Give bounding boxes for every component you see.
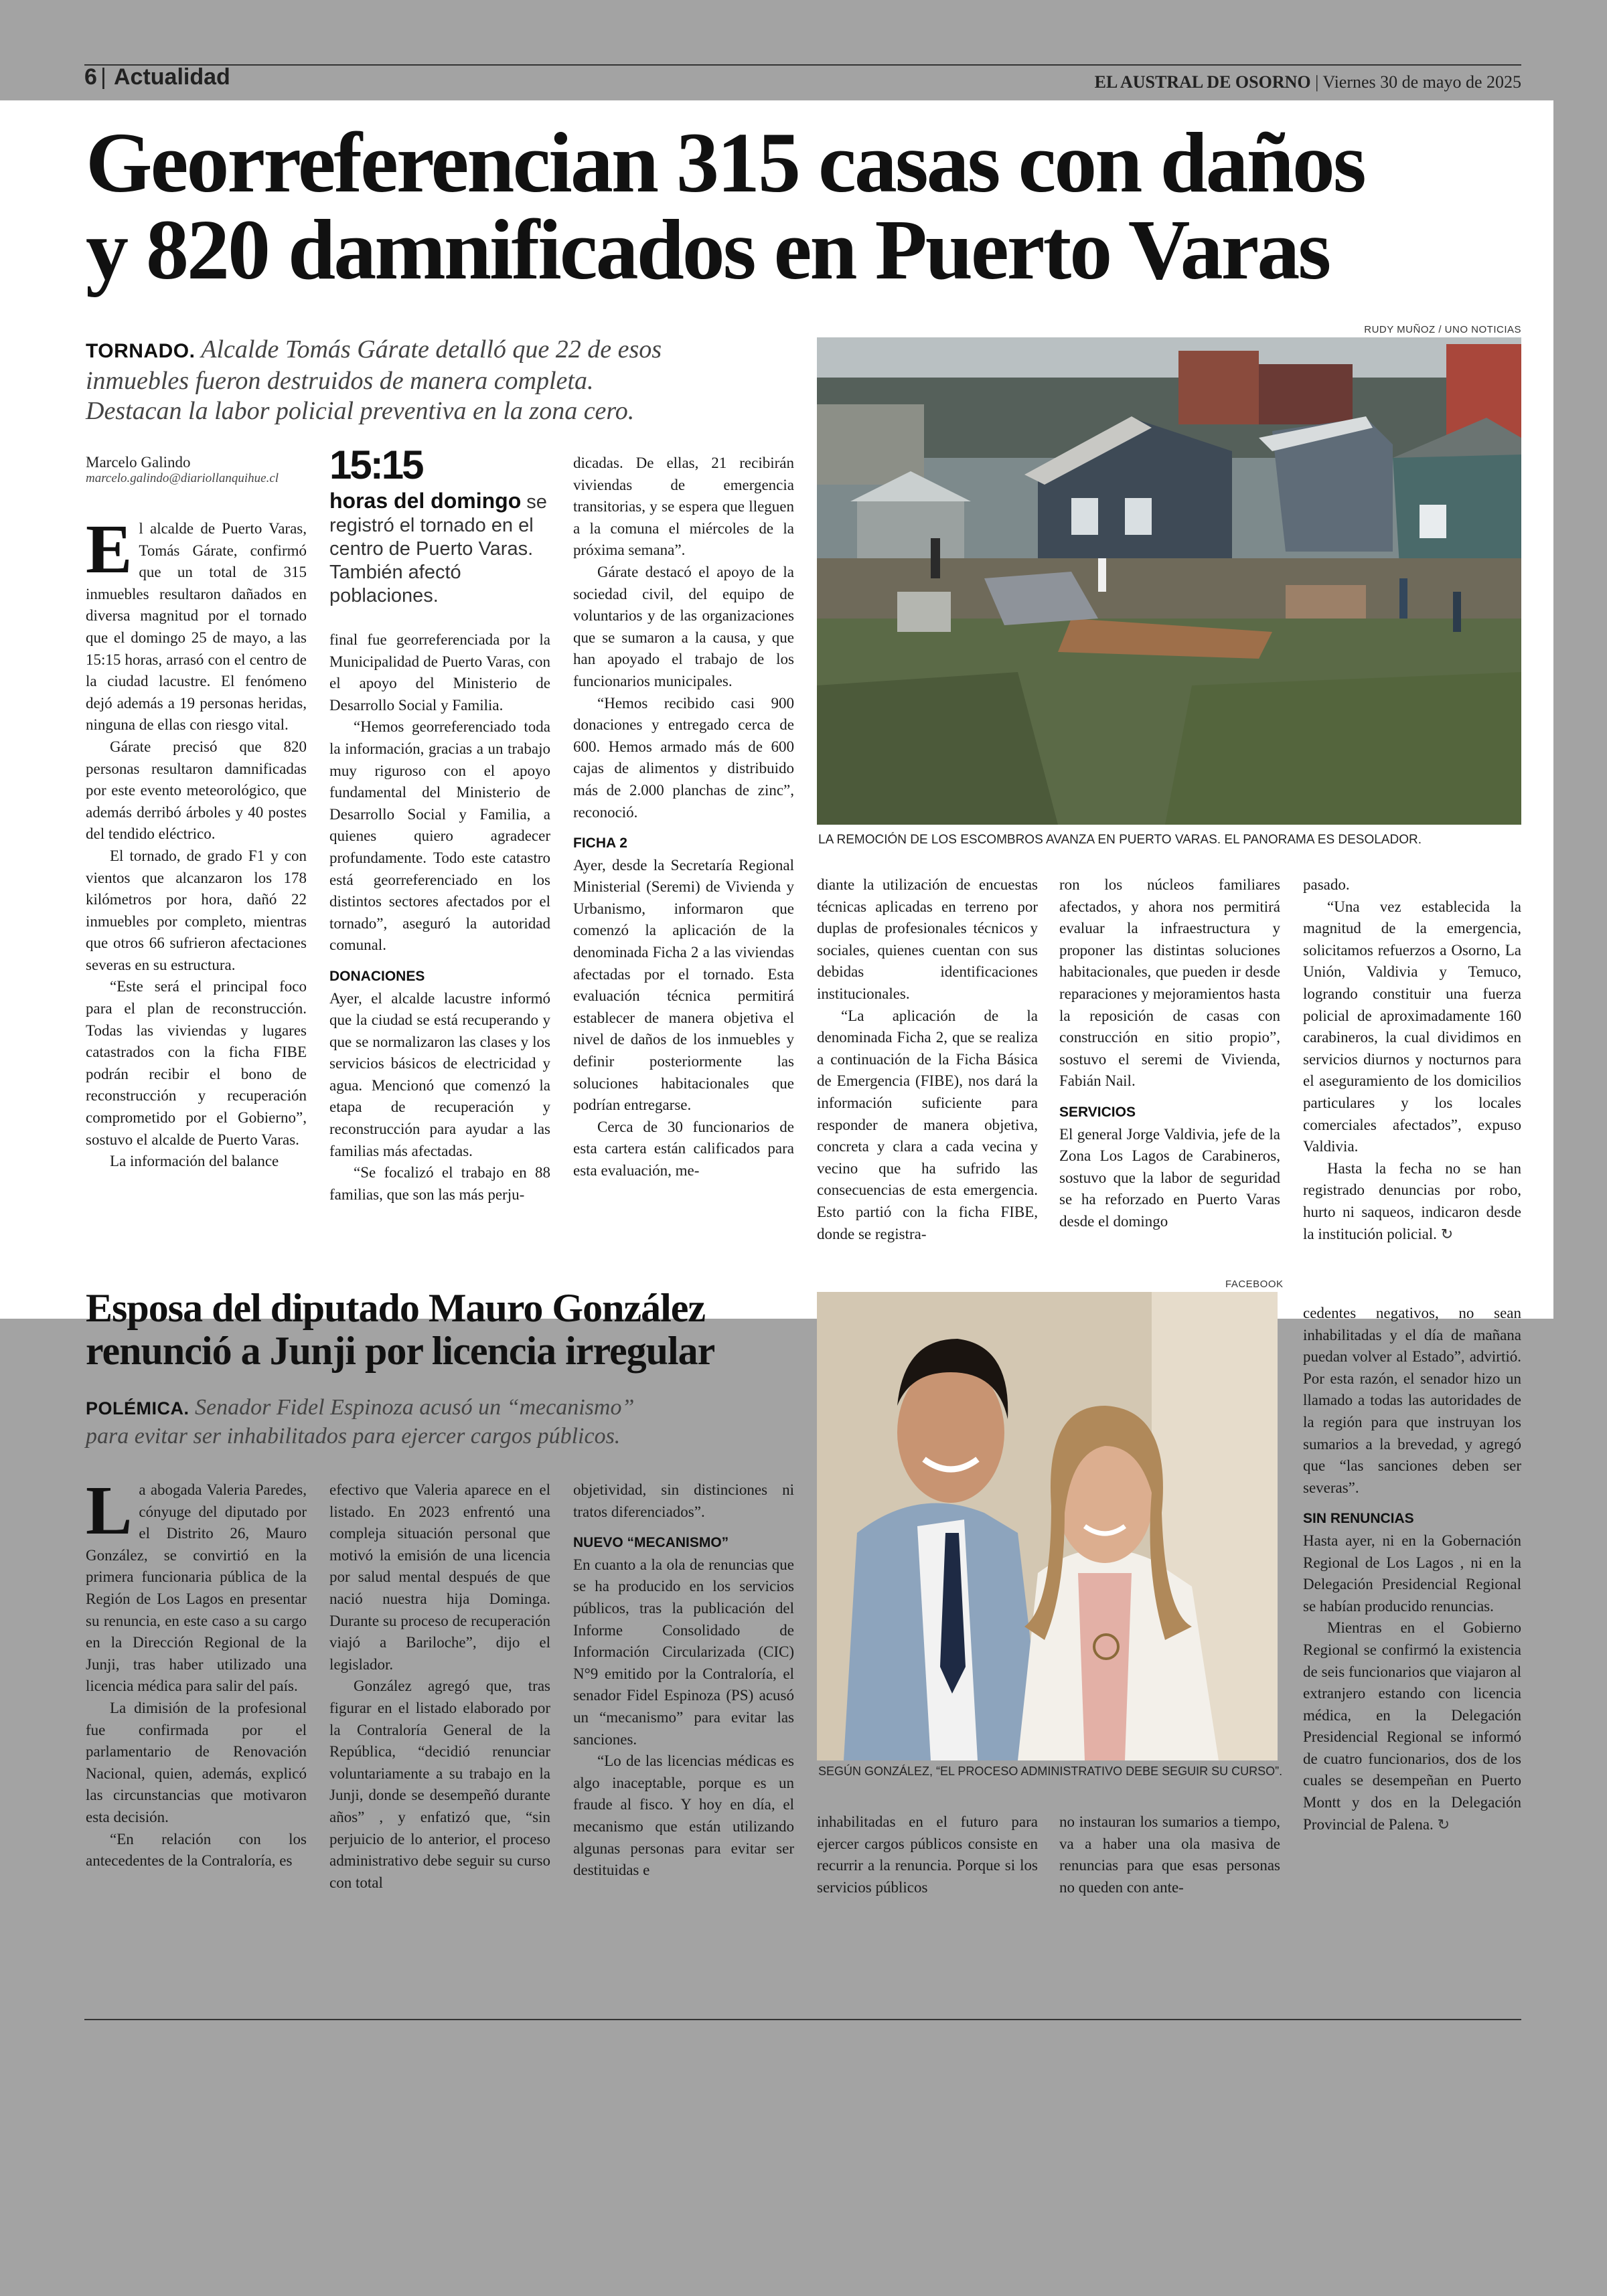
article2-col1-p2: La dimisión de la profesional fue confirmada por el parlamentario de Renovación Nacional, quien, además, explicó las circunstancias que motivaron esta decisión. [86,1699,307,1825]
subhead-servicios: SERVICIOS [1059,1104,1136,1120]
article2-photo-caption: SEGÚN GONZÁLEZ, “EL PROCESO ADMINISTRATIVO DEBE SEGUIR SU CURSO”. [818,1765,1283,1778]
article1-col3-p1: dicadas. De ellas, 21 recibirán viviendas de emergencia transitorias, y se espera que lleguen a la comuna el miércoles de la próxima semana”. [573,455,794,559]
tornado-damage-photo [817,337,1521,825]
subhead-ficha-2: FICHA 2 [573,835,627,851]
article1-byline [86,454,313,486]
article1-col1-p1: l alcalde de Puerto Varas, Tomás Gárate, confirmó que un total de 315 inmuebles resultaron dañados en diversa magnitud por el tornado que el domingo 25 de mayo, a las 15:15 horas, arrasó con el centro de la ciudad lacustre. El fenómeno dejó además a 19 personas heridas, ninguna de ellas con riesgo vital. [86,520,307,734]
article1-col4-p2: “La aplicación de la denominada Ficha 2, que se realiza a continuación de la Ficha Básica de Emergencia (FIBE), nos dará la información suficiente para responder de manera objetiva, concreta y clara a cada vecina y vecino que ha sufrido las consecuencias de esta emergencia. Esto partió con la ficha FIBE, donde se registra- [817,1007,1038,1242]
article2-col1-p3: “En relación con los antecedentes de la Contraloría, es [86,1830,307,1870]
article2-col5-p1: no instauran los sumarios a tiempo, va a haber una ola masiva de renuncias para que esas personas no queden con ante- [1059,1813,1280,1896]
section-name: Actualidad [114,64,230,90]
article1-col3-p2: Gárate destacó el apoyo de la sociedad civil, del equipo de voluntarios y de las organizaciones que se sumaron a la causa, y que han apoyado el trabajo de los funcionarios municipales. [573,563,794,689]
article2-headline-line1: Esposa del diputado Mauro González [86,1286,706,1330]
header-separator: | [100,64,106,90]
article1-headline-line1: Georreferencian 315 casas con daños [86,115,1365,210]
article1-deck-line3: Destacan la labor policial preventiva en la zona cero. [86,397,635,425]
article1-col2-p4: “Se focalizó el trabajo en 88 familias, que son las más perju- [329,1164,550,1203]
subhead-donaciones: DONACIONES [329,968,425,984]
article2-col2-p1: efectivo que Valeria aparece en el listado. En 2023 enfrentó una compleja situación personal que motivó la emisión de una licencia por salud mental después de que nació nuestra hija Dominga. Durante su proceso de recuperación viajó a Bariloche”, dijo el legislador. [329,1481,550,1673]
author-email: marcelo.galindo@diariollanquihue.cl [86,471,279,485]
article1-deck-line1: Alcalde Tomás Gárate detalló que 22 de esos [201,335,662,363]
subhead-nuevo-mecanismo: NUEVO “MECANISMO” [573,1535,729,1551]
article2-headline-line2: renunció a Junji por licencia irregular [86,1329,715,1373]
article1-col3-p3: “Hemos recibido casi 900 donaciones y entregado cerca de 600. Hemos armado más de 600 cajas de alimentos y distribuido más de 2.000 planchas de zinc”, reconoció. [573,694,794,821]
article1-col3-p4: Ayer, desde la Secretaría Regional Ministerial (Seremi) de Vivienda y Urbanismo, informaron que comenzó la aplicación de la denominada Ficha 2 a las viviendas afectadas por el tornado. Esta evaluación técnica permitirá establecer de manera objetiva el nivel de daños de los inmuebles y definir posteriormente las soluciones habitacionales que podrían entregarse. [573,856,794,1114]
article2-col3-p1: objetividad, sin distinciones ni tratos diferenciados”. [573,1481,794,1520]
article1-column-4 [817,874,1038,1245]
article2-dropcap: L [86,1472,133,1549]
highlight-bold: horas del domingo [329,489,522,513]
highlight-text: se registró el tornado en el centro de Puerto Varas. También afectó poblaciones. [329,491,547,606]
article2-col6-p1: cedentes negativos, no sean inhabilitadas y el día de mañana puedan volver al Estado”, advirtió. Por esta razón, el senador hizo un llamado a todas las autoridades de la región para que instruyan los sumarios a la brevedad, y agregó que “las sanciones deben ser severas”. [1303,1305,1521,1496]
article1-col1-p4: “Este será el principal foco para el plan de reconstrucción. Todas las viviendas y lugares catastrados con la ficha FIBE podrán recibir el bono de reconstrucción y recuperación comprometido por el Gobierno”, sostuvo el alcalde de Puerto Varas. [86,978,307,1148]
article1-headline-line2: y 820 damnificados en Puerto Varas [86,202,1330,297]
article1-col5-p1: ron los núcleos familiares afectados, y ahora nos permitirá evaluar la infraestructura y proponer las distintas soluciones habitacionales, que pueden ir desde reparaciones y mejoramientos hasta la reposición de casas con construcción en sitio propio”, sostuvo el seremi de Vivienda, Fabián Nail. [1059,876,1280,1090]
article1-dropcap: E [86,511,133,588]
masthead: EL AUSTRAL DE OSORNO | Viernes 30 de mayo de 2025 [1094,72,1521,92]
article2-column-5 [1059,1811,1280,1898]
article1-column-6 [1303,874,1521,1246]
page-number: 6 [84,64,97,90]
article1-photo-credit: RUDY MUÑOZ / UNO NOTICIAS [1364,324,1521,335]
footer-rule [84,2019,1521,2020]
article1-col1-p2: Gárate precisó que 820 personas resultaron damnificadas por este evento meteorológico, que además derribó árboles y 40 postes del tendido eléctrico. [86,738,307,843]
article1-deck [86,335,795,426]
article1-col6-p2: “Una vez establecida la magnitud de la emergencia, solicitamos refuerzos a Osorno, La Unión, Valdivia y Temuco, logrando constituir una fuerza policial de aproximadamente 160 carabineros, la cual dividimos en servicios diurnos y nocturnos para el aseguramiento de los domicilios particulares y los locales comerciales afectados”, expuso Valdivia. [1303,898,1521,1155]
end-mark-icon: ↻ [1437,1816,1450,1833]
article2-column-2 [329,1479,550,1894]
article1-col2-p3: Ayer, el alcalde lacustre informó que la ciudad se está recuperando y que se normalizaron las clases y los servicios básicos de electricidad y agua. Mencionó que comenzó la etapa de recuperación y reconstrucción para ayudar a las familias más afectadas. [329,989,550,1159]
article1-column-1 [86,511,307,1173]
article1-col1-p3: El tornado, de grado F1 y con vientos que alcanzaron los 178 kilómetros por hora, dañó 22 inmuebles por completo, mientras que otros 66 sufrieron afectaciones severas en su estructura. [86,847,307,973]
highlight-time: 15:15 [329,442,423,487]
end-mark-icon: ↻ [1440,1226,1454,1243]
highlight-caption [329,489,557,608]
article1-col6-p1: pasado. [1303,876,1350,893]
issue-date: Viernes 30 de mayo de 2025 [1322,72,1521,92]
article1-col4-p1: diante la utilización de encuestas técnicas aplicadas en terreno por duplas de profesionales técnicos y sociales, quienes cuentan con sus debidas identificaciones institucionales. [817,876,1038,1002]
article1-col6-p3: Hasta la fecha no se han registrado denuncias por robo, hurto ni saqueos, indicaron desde la institución policial. [1303,1159,1521,1242]
article1-photo-caption: LA REMOCIÓN DE LOS ESCOMBROS AVANZA EN PUERTO VARAS. EL PANORAMA ES DESOLADOR. [818,833,1422,847]
article1-col2-p1: final fue georreferenciada por la Municipalidad de Puerto Varas, con el apoyo del Ministerio de Desarrollo Social y Familia. [329,631,550,714]
tornado-damage-illustration [817,337,1521,825]
article2-col4-p1: inhabilitadas en el futuro para ejercer cargos públicos consiste en recurrir a la renuncia. Porque si los servicios públicos [817,1813,1038,1896]
article1-highlight-box [329,442,557,608]
article2-col6-p3: Mientras en el Gobierno Regional se confirmó la existencia de seis funcionarios que viajaron al extranjero estando con licencia médica, en la Delegación Presidencial Regional se informó de cuatro funcionarios, dos de los cuales se desempeñan en Puerto Montt y dos en la Delegación Provincial de Palena. [1303,1619,1521,1833]
article1-col1-p5: La información del balance [110,1153,279,1170]
article1-headline [86,115,1525,297]
article2-col6-p2: Hasta ayer, ni en la Gobernación Regional de Los Lagos , ni en la Delegación Presidencial Regional se habían producido renuncias. [1303,1532,1521,1615]
article1-deck-line2: inmuebles fueron destruidos de manera completa. [86,367,594,395]
article2-col2-p2: González agregó que, tras figurar en el listado elaborado por la Contraloría General de la República, “decidió renunciar voluntariamente a su trabajo en la Junji, donde se desempeñó durante años” , y enfatizó que, “sin perjuicio de lo anterior, el proceso administrativo debe seguir su curso con total [329,1677,550,1891]
article2-column-6 [1303,1303,1521,1836]
couple-illustration [817,1292,1278,1760]
article2-deck [86,1394,809,1450]
header-top-rule [84,64,1521,66]
author-name: Marcelo Galindo [86,454,191,471]
article2-column-1 [86,1472,307,1872]
article2-deck-line1: Senador Fidel Espinoza acusó un “mecanismo” [195,1395,635,1420]
article1-column-2 [329,629,550,1206]
article1-kicker: TORNADO. [86,340,196,362]
article2-column-4 [817,1811,1038,1898]
article2-col3-p3: “Lo de las licencias médicas es algo inaceptable, porque es un fraude al fisco. Y hoy en día, el mecanismo que están utilizando algunas personas para evitar ser destituidas e [573,1752,794,1879]
article2-photo-credit: FACEBOOK [1225,1279,1284,1290]
article2-deck-line2: para evitar ser inhabilitados para ejercer cargos públicos. [86,1424,621,1449]
article2-column-3 [573,1479,794,1882]
paper-name: EL AUSTRAL DE OSORNO [1094,72,1311,92]
article1-column-5 [1059,874,1280,1233]
article2-col3-p2: En cuanto a la ola de renuncias que se ha producido en los servicios públicos, tras la publicación del Informe Consolidado de Información Circularizada (CIC) N°9 emitido por la Contraloría, el senador Fidel Espinoza (PS) acusó un “mecanismo” para evitar las sanciones. [573,1556,794,1748]
couple-photo [817,1292,1278,1760]
article1-col2-p2: “Hemos georreferenciado toda la información, gracias a un trabajo muy riguroso con el apoyo fundamental del Ministerio de Desarrollo Social y Familia, a quienes quiero agradecer profundamente. Todo este catastro está georreferenciado en los distintos sectores afectados por el tornado”, aseguró la autoridad comunal. [329,718,550,954]
article1-column-3 [573,453,794,1182]
article1-col5-p2: El general Jorge Valdivia, jefe de la Zona Los Lagos de Carabineros, sostuvo que la labor de seguridad se ha reforzado en Puerto Varas desde el domingo [1059,1125,1280,1230]
article2-col1-p1: a abogada Valeria Paredes, cónyuge del diputado por el Distrito 26, Mauro González, se convirtió en la primera funcionaria pública de la Región de Los Lagos en presentar su renuncia, en este caso a su cargo en la Dirección Regional de la Junji, tras haber utilizado una licencia médica para salir del país. [86,1481,307,1695]
subhead-sin-renuncias: SIN RENUNCIAS [1303,1511,1414,1527]
article2-headline [86,1287,822,1372]
article2-kicker: POLÉMICA. [86,1398,189,1418]
article1-col3-p5: Cerca de 30 funcionarios de esta cartera están calificados para esta evaluación, me- [573,1118,794,1179]
